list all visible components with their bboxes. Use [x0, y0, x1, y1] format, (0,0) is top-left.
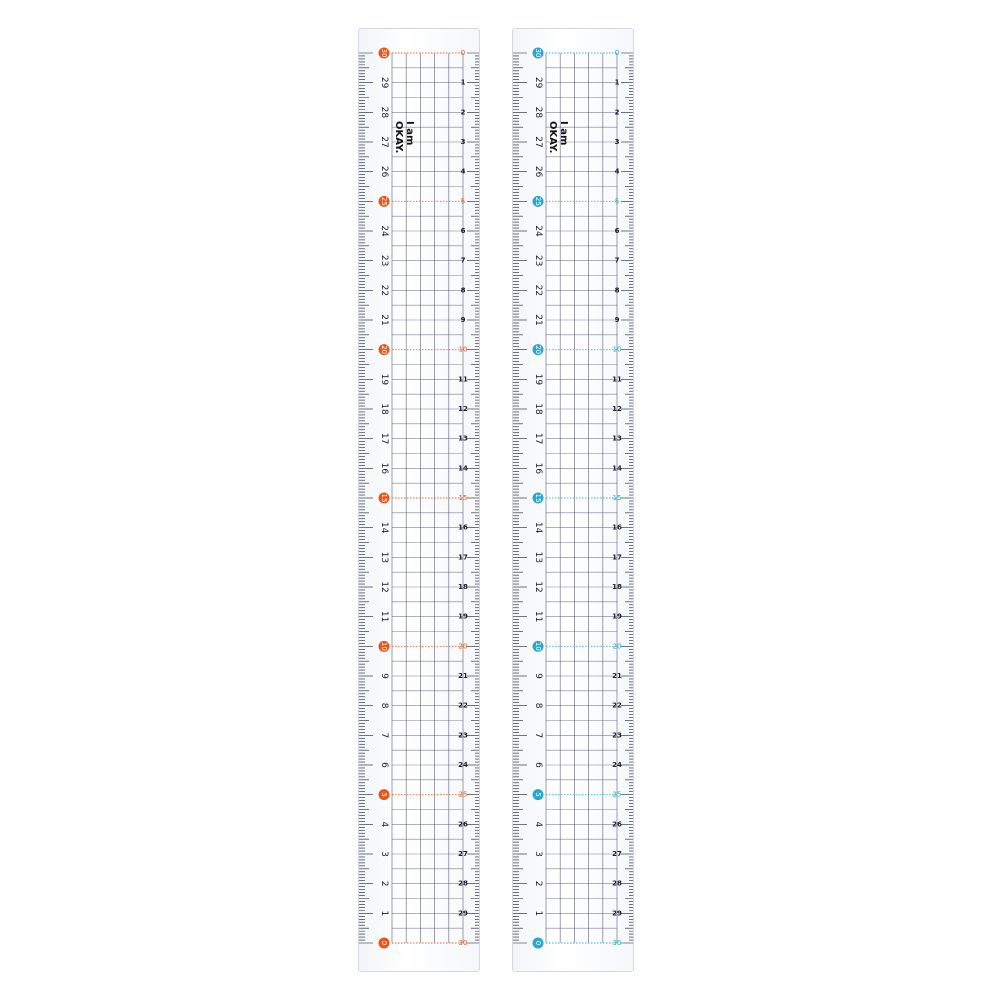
scale-label-left: 21 — [533, 314, 543, 326]
scale-label-right: 21 — [458, 672, 468, 680]
scale-label-right: 17 — [458, 553, 468, 562]
scale-label-left: 12 — [379, 581, 389, 593]
scale-label-left: 25 — [380, 196, 388, 206]
scale-label-left: 22 — [533, 284, 543, 297]
scale-label-right: 23 — [612, 731, 622, 740]
scale-label-left: 1 — [533, 910, 543, 917]
scale-label-left: 27 — [379, 136, 389, 148]
scale-label-left: 26 — [533, 165, 543, 178]
scale-label-right: 3 — [614, 138, 620, 146]
scale-label-right: 26 — [458, 820, 468, 829]
scale-label-right: 3 — [460, 138, 466, 146]
scale-label-left: 4 — [533, 821, 543, 828]
scale-label-right: 20 — [612, 642, 622, 651]
scale-label-right: 25 — [458, 790, 468, 799]
scale-label-right: 22 — [612, 701, 622, 710]
scale-label-left: 28 — [533, 106, 543, 119]
scale-label-right: 16 — [612, 523, 622, 532]
scale-label-left: 14 — [533, 521, 543, 534]
scale-label-right: 20 — [458, 642, 468, 651]
scale-label-left: 17 — [379, 432, 389, 445]
scale-label-left: 25 — [534, 196, 542, 206]
scale-label-left: 12 — [533, 581, 543, 593]
scale-label-left: 13 — [533, 551, 543, 564]
scale-label-left: 0 — [534, 940, 542, 946]
scale-label-left: 16 — [379, 462, 389, 475]
scale-label-left: 7 — [533, 732, 543, 739]
scale-label-right: 15 — [612, 494, 622, 502]
scale-label-right: 18 — [612, 583, 622, 591]
scale-label-left: 30 — [380, 48, 388, 58]
scale-label-right: 18 — [458, 583, 468, 591]
scale-label-left: 3 — [379, 851, 389, 857]
scale-label-right: 24 — [612, 761, 622, 769]
scale-label-left: 15 — [534, 493, 542, 503]
scale-label-right: 26 — [612, 820, 622, 829]
scale-label-right: 1 — [614, 78, 620, 87]
scale-label-right: 30 — [458, 939, 468, 947]
scale-label-right: 9 — [460, 316, 466, 324]
scale-label-right: 5 — [614, 197, 620, 206]
scale-label-left: 20 — [534, 345, 542, 355]
scale-label-left: 30 — [534, 48, 542, 58]
scale-label-left: 11 — [379, 610, 389, 623]
scale-label-right: 11 — [612, 375, 622, 384]
scale-label-left: 1 — [379, 910, 389, 917]
scale-label-left: 4 — [379, 821, 389, 828]
scale-label-right: 10 — [458, 345, 468, 354]
scale-label-left: 27 — [533, 136, 543, 148]
scale-label-right: 29 — [458, 909, 468, 918]
scale-label-left: 29 — [379, 76, 389, 89]
scale-label-left: 2 — [533, 880, 543, 887]
scale-label-left: 10 — [380, 641, 388, 651]
scale-label-right: 17 — [612, 553, 622, 562]
scale-label-right: 6 — [460, 227, 466, 235]
scale-label-right: 0 — [460, 49, 466, 57]
scale-label-left: 19 — [379, 373, 389, 386]
scale-label-right: 30 — [612, 939, 622, 947]
brand-line-2: OKAY. — [393, 121, 404, 154]
scale-label-left: 19 — [533, 373, 543, 386]
scale-label-right: 8 — [460, 286, 466, 295]
scale-label-left: 20 — [380, 345, 388, 355]
scale-label-left: 9 — [533, 673, 543, 679]
scale-label-right: 15 — [458, 494, 468, 502]
scale-label-right: 28 — [458, 879, 468, 888]
scale-label-right: 13 — [458, 434, 468, 443]
brand-logo — [393, 121, 415, 153]
scale-label-right: 28 — [612, 879, 622, 888]
scale-label-right: 9 — [614, 316, 620, 324]
scale-label-left: 8 — [379, 702, 389, 709]
scale-label-right: 14 — [458, 464, 468, 473]
scale-label-right: 19 — [612, 612, 622, 621]
scale-label-left: 2 — [379, 880, 389, 887]
scale-label-right: 16 — [458, 523, 468, 532]
scale-label-left: 8 — [533, 702, 543, 709]
scale-label-left: 6 — [533, 762, 543, 768]
scale-label-right: 12 — [458, 405, 468, 413]
scale-label-right: 27 — [612, 850, 622, 858]
scale-label-left: 18 — [379, 403, 389, 415]
brand-logo — [547, 121, 569, 153]
scale-label-left: 14 — [379, 521, 389, 534]
scale-label-left: 22 — [379, 284, 389, 297]
scale-label-left: 17 — [533, 432, 543, 445]
brand-line-1: I am — [558, 121, 569, 146]
scale-label-right: 0 — [614, 49, 620, 57]
scale-label-left: 6 — [379, 762, 389, 768]
scale-label-left: 13 — [379, 551, 389, 564]
scale-label-left: 9 — [379, 673, 389, 679]
scale-label-right: 11 — [458, 375, 468, 384]
scale-label-left: 16 — [533, 462, 543, 475]
scale-label-left: 11 — [533, 610, 543, 623]
scale-label-left: 24 — [379, 225, 389, 237]
scale-label-left: 3 — [533, 851, 543, 857]
ruler-scale — [359, 29, 480, 972]
scale-label-right: 23 — [458, 731, 468, 740]
scale-label-left: 15 — [380, 493, 388, 503]
scale-label-left: 7 — [379, 732, 389, 739]
scale-label-left: 23 — [379, 254, 389, 267]
scale-label-left: 28 — [379, 106, 389, 119]
scale-label-right: 8 — [614, 286, 620, 295]
scale-label-right: 21 — [612, 672, 622, 680]
scale-label-right: 5 — [460, 197, 466, 206]
scale-label-left: 23 — [533, 254, 543, 267]
scale-label-right: 14 — [612, 464, 622, 473]
scale-label-right: 13 — [612, 434, 622, 443]
ruler-blue — [512, 28, 634, 972]
scale-label-left: 24 — [533, 225, 543, 237]
brand-line-1: I am — [404, 121, 415, 146]
scale-label-right: 27 — [458, 850, 468, 858]
scale-label-left: 0 — [380, 940, 388, 946]
scale-label-left: 21 — [379, 314, 389, 326]
scale-label-left: 5 — [380, 792, 388, 797]
scale-label-left: 10 — [534, 641, 542, 651]
brand-line-2: OKAY. — [547, 121, 558, 154]
scale-label-right: 2 — [460, 108, 466, 117]
scale-label-left: 26 — [379, 165, 389, 178]
scale-label-left: 5 — [534, 792, 542, 797]
scale-label-right: 12 — [612, 405, 622, 413]
scale-label-right: 19 — [458, 612, 468, 621]
scale-label-right: 4 — [614, 167, 620, 176]
scale-label-right: 2 — [614, 108, 620, 117]
scale-label-right: 4 — [460, 167, 466, 176]
scale-label-right: 29 — [612, 909, 622, 918]
scale-label-right: 7 — [614, 256, 620, 265]
scale-label-right: 10 — [612, 345, 622, 354]
scale-label-left: 18 — [533, 403, 543, 415]
scale-label-right: 25 — [612, 790, 622, 799]
ruler-orange — [358, 28, 480, 972]
scale-label-right: 7 — [460, 256, 466, 265]
scale-label-right: 1 — [460, 78, 466, 87]
scale-label-left: 29 — [533, 76, 543, 89]
scale-label-right: 24 — [458, 761, 468, 769]
scale-label-right: 6 — [614, 227, 620, 235]
scale-label-right: 22 — [458, 701, 468, 710]
ruler-scale — [513, 29, 634, 972]
